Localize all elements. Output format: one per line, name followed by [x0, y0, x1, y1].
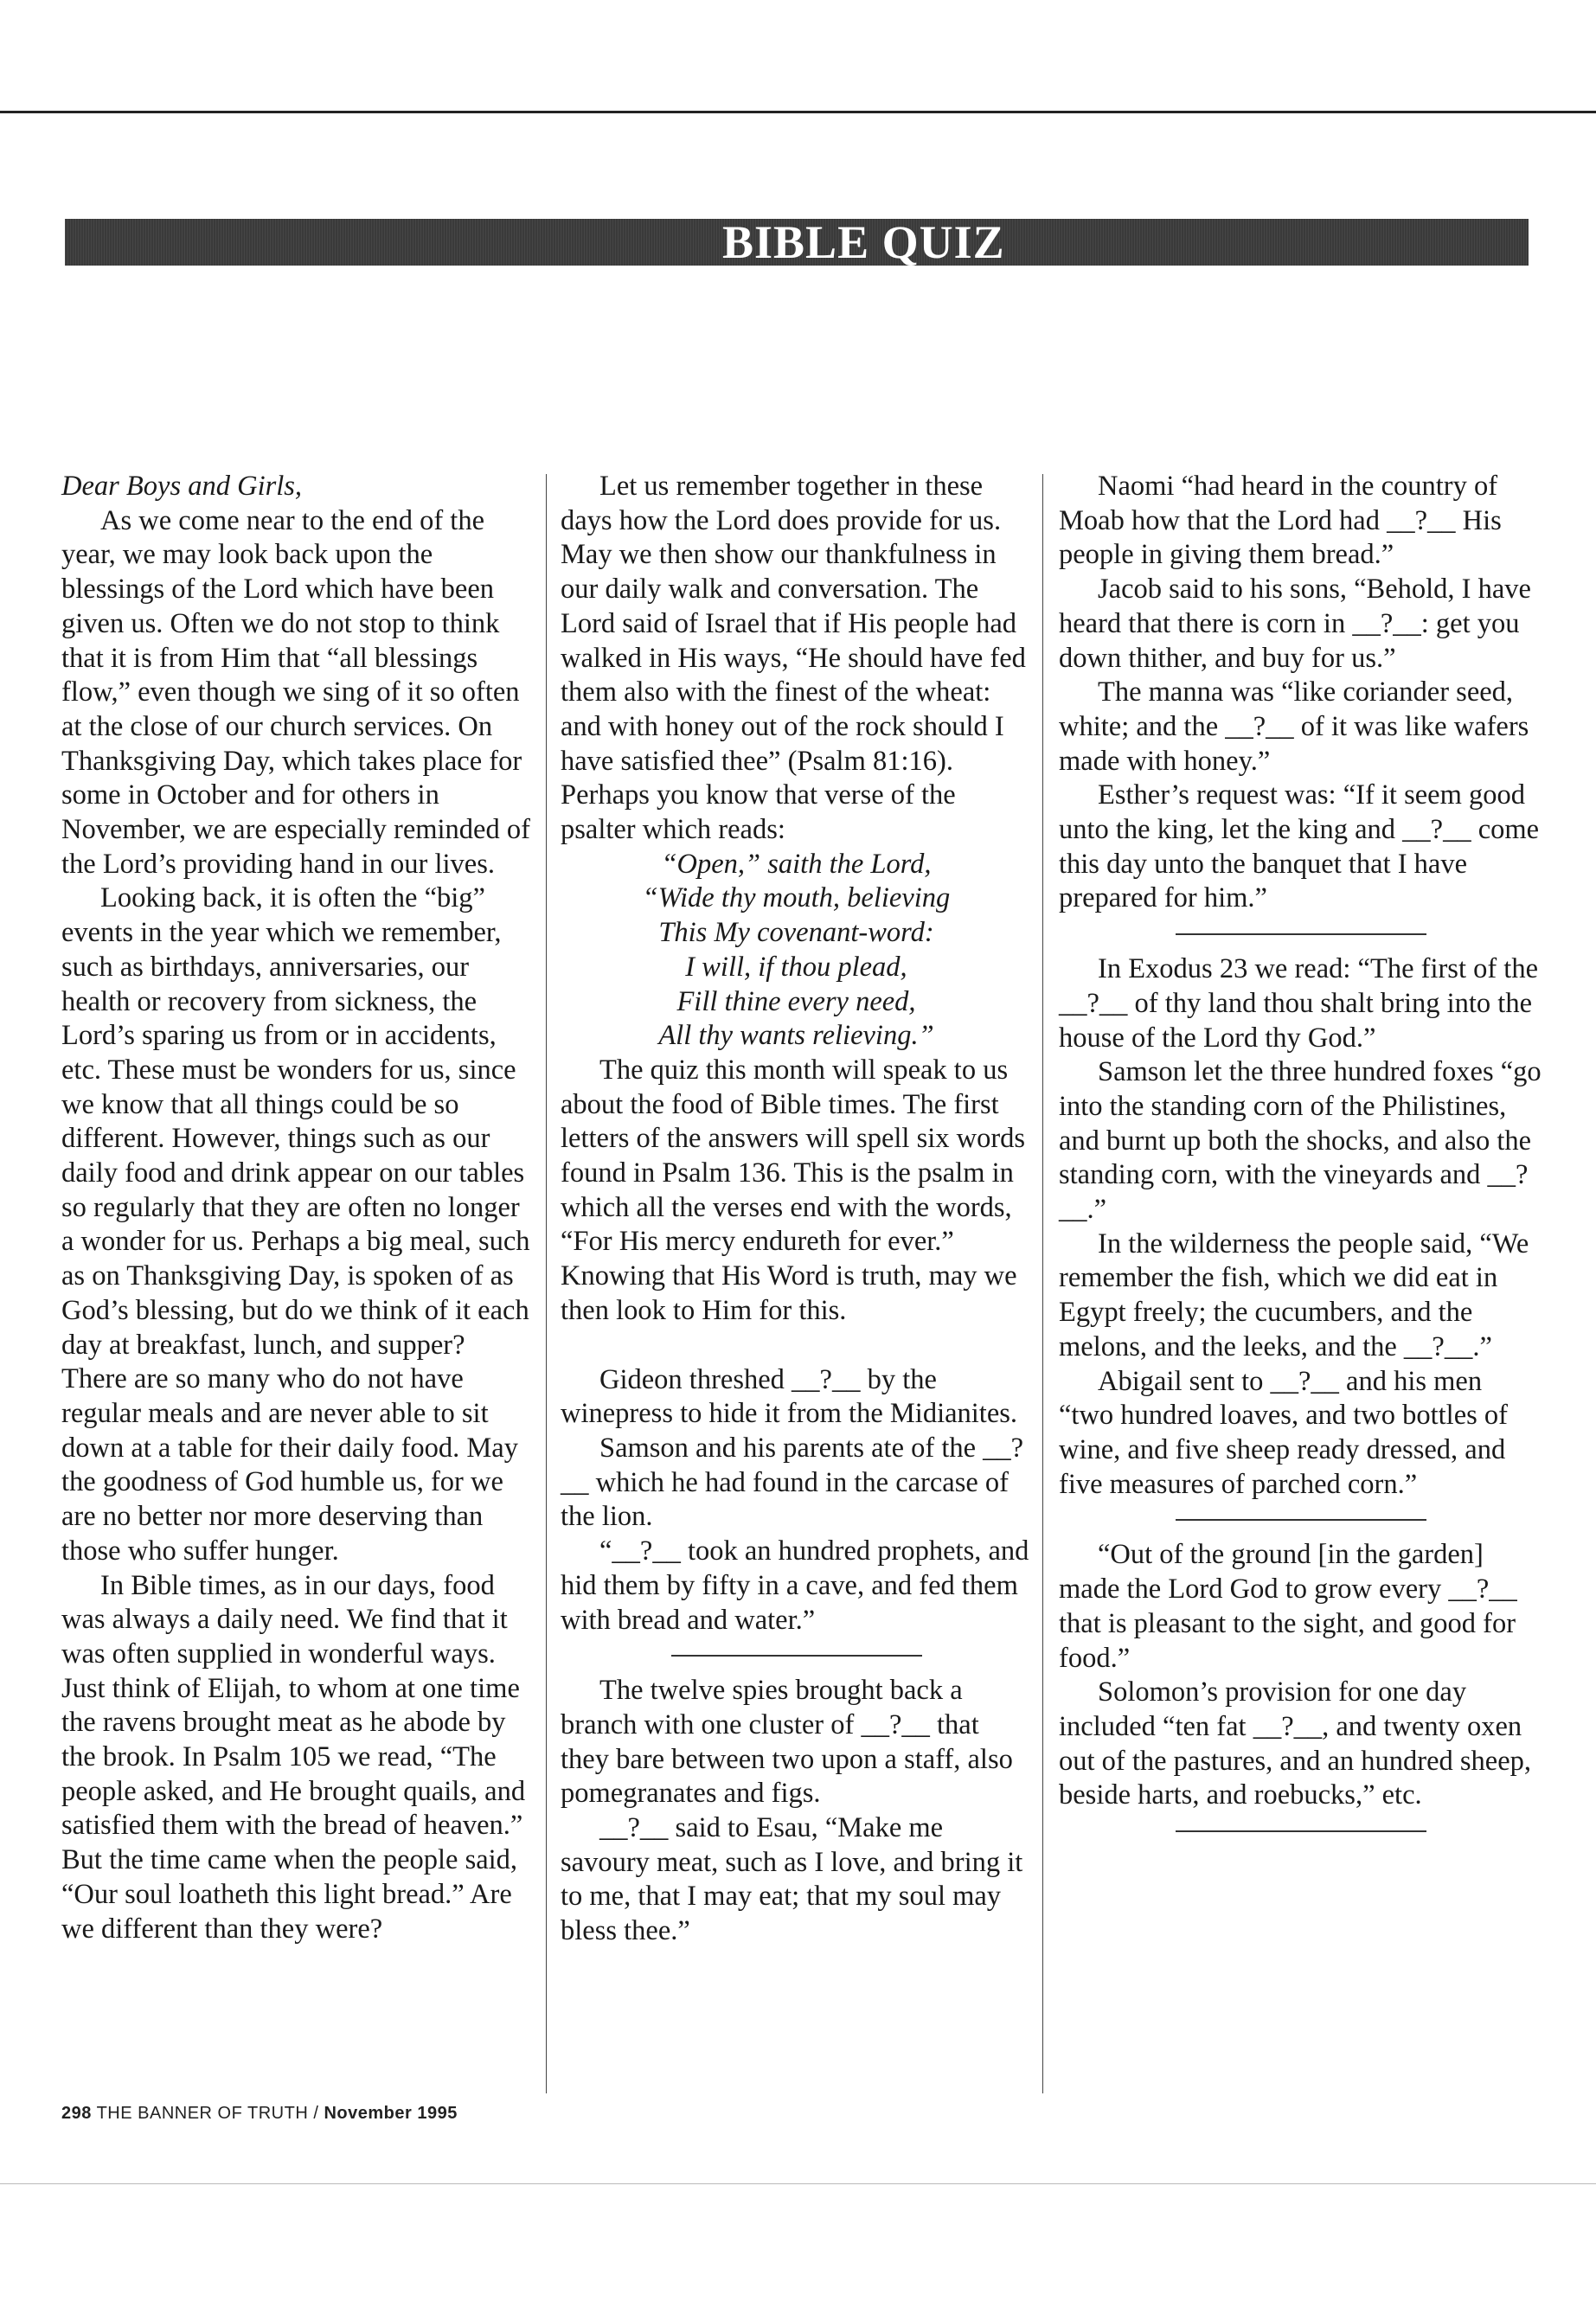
page-number: 298 [61, 2104, 92, 2123]
quiz-question: Naomi “had heard in the country of Moab how that the Lord had __?__ His people in giving them bread.” [1059, 471, 1502, 571]
poem-line: “Wide thy mouth, believing [642, 882, 951, 914]
quiz-question: In the wilderness the people said, “We remember the fish, which we did eat in Egypt freely; the cucumbers, and the melons, and the leeks, and the __?__.” [1059, 1227, 1529, 1362]
poem-line: This My covenant-word: [658, 917, 934, 949]
paragraph: The quiz this month will speak to us about the food of Bible times. The first letters of the answers will spell six words found in Psalm 136. This is the psalm in which all the verses end with the words, “For His mercy endureth for ever.” Knowing that His Word is truth, may we then look to Him for this. [561, 1054, 1026, 1326]
column-divider-2 [1042, 474, 1043, 2093]
quiz-question: In Exodus 23 we read: “The first of the __?__ of thy land thou shalt bring into the house of the Lord thy God.” [1059, 953, 1539, 1054]
quiz-question: Abigail sent to __?__ and his men “two hundred loaves, and two bottles of wine, and five sheep ready dressed, and five measures of parched corn.” [1059, 1365, 1508, 1500]
section-divider [1176, 1830, 1426, 1832]
paragraph: In Bible times, as in our days, food was always a daily need. We find that it was often supplied in wonderful ways. Just think of Elijah, to whom at one time the ravens brought meat as he abode by the brook. In Psalm 105 we read, “The people asked, and He brought quails, and satisfied them with the bread of heaven.” But the time came when the people said, “Our soul loatheth this light bread.” Are we different than they were? [61, 1569, 526, 1945]
quiz-question: The manna was “like coriander seed, white; and the __?__ of it was like wafers made with honey.” [1059, 676, 1529, 777]
poem-line: I will, if thou plead, [685, 951, 907, 983]
column-divider-1 [546, 474, 547, 2093]
publication-name: THE BANNER OF TRUTH / [96, 2104, 319, 2123]
paragraph: Looking back, it is often the “big” events in the year which we remember, such as birthdays, anniversaries, our health or recovery from sickness, the Lord’s sparing us from or in accidents, etc. These must be wonders for us, since we know that all things could be so different. However, things such as our daily food and drink appear on our tables so regularly that they are often no longer a wonder for us. Perhaps a big meal, such as on Thanksgiving Day, is spoken of as God’s blessing, but do we think of it each day at breakfast, lunch, and supper? There are so many who do not have regular meals and are never able to sit down at a table for their daily food. May the goodness of God humble us, for we are no better nor more deserving than those who suffer hunger. [61, 882, 530, 1567]
paragraph: As we come near to the end of the year, we may look back upon the blessings of the Lord which have been given us. Often we do not stop to think that it is from Him that “all blessings flow,” even though we sing of it so often at the close of our church services. On Thanksgiving Day, which takes place for some in October and for others in November, we are especially reminded of the Lord’s providing hand in our lives. [61, 504, 530, 880]
quiz-question: Samson let the three hundred foxes “go into the standing corn of the Philistines, and burnt up both the shocks, and also the standing corn, with the vineyards and __?__.” [1059, 1056, 1542, 1226]
quiz-question: Gideon threshed __?__ by the winepress to hide it from the Midianites. [561, 1363, 1018, 1430]
poem-line: “Open,” saith the Lord, [661, 848, 932, 880]
quiz-question: Solomon’s provision for one day included “ten fat __?__, and twenty oxen out of the pastures, and an hundred sheep, beside harts, and roebucks,” etc. [1059, 1676, 1532, 1811]
quiz-question: “Out of the ground [in the garden] made the Lord God to grow every __?__ that is pleasant to the sight, and good for food.” [1059, 1539, 1517, 1674]
paragraph: Let us remember together in these days how the Lord does provide for us. May we then show our thankfulness in our daily walk and conversation. The Lord said of Israel that if His people had walked in His ways, “He should have fed them also with the finest of the wheat: and with honey out of the rock should I have satisfied thee” (Psalm 81:16). Perhaps you know that verse of the psalter which reads: [561, 471, 1026, 846]
salutation: Dear Boys and Girls, [61, 471, 303, 502]
column-1 [61, 470, 533, 1946]
bottom-rule [0, 2183, 1596, 2184]
quiz-question: Esther’s request was: “If it seem good unto the king, let the king and __?__ come this day unto the banquet that I have prepared for him.” [1059, 779, 1540, 914]
page-title: BIBLE QUIZ [722, 216, 1005, 268]
poem-line: Fill thine every need, [676, 985, 916, 1017]
quiz-question: __?__ said to Esau, “Make me savoury meat, such as I love, and bring it to me, that I may eat; that my soul may bless thee.” [561, 1812, 1023, 1947]
psalter-verse [561, 848, 1032, 1054]
quiz-question: “__?__ took an hundred prophets, and hid them by fifty in a cave, and fed them with bread and water.” [561, 1535, 1029, 1636]
quiz-question: Samson and his parents ate of the __?__ which he had found in the carcase of the lion. [561, 1432, 1024, 1533]
section-divider [671, 1655, 922, 1657]
top-rule [0, 111, 1596, 113]
quiz-question: Jacob said to his sons, “Behold, I have heard that there is corn in __?__: get you down thither, and buy for us.” [1059, 574, 1531, 674]
page-footer [61, 2104, 458, 2124]
column-3 [1059, 470, 1543, 1849]
section-divider [1176, 1519, 1426, 1521]
section-divider [1176, 933, 1426, 935]
column-2 [561, 470, 1032, 1949]
title-banner [65, 216, 1529, 268]
issue-date: November 1995 [324, 2104, 458, 2123]
quiz-question: The twelve spies brought back a branch with one cluster of __?__ that they bare between two upon a staff, also pomegranates and figs. [561, 1675, 1013, 1810]
poem-line: All thy wants relieving.” [658, 1020, 934, 1052]
